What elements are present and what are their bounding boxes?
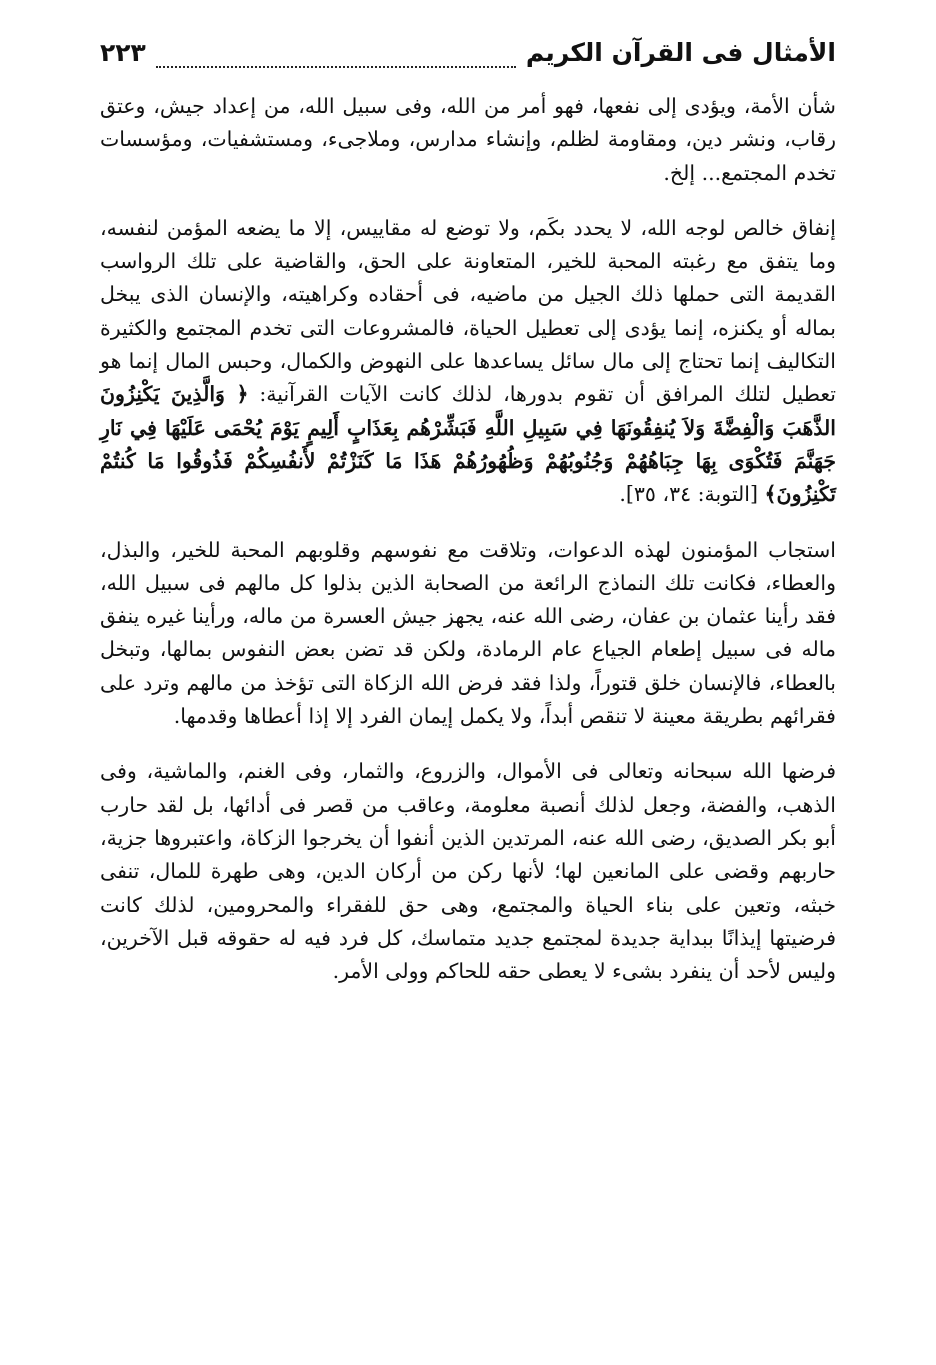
paragraph-1	[100, 90, 836, 190]
verse-reference: [التوبة: ٣٤، ٣٥].	[619, 482, 758, 507]
paragraph-1-text: شأن الأمة، ويؤدى إلى نفعها، فهو أمر من الله، وفى سبيل الله، من إعداد جيش، وعتق رقاب، ونشر دين، ومقاومة لظلم، وإنشاء مدارس، وملاجىء، ومستشفيات، ومؤسسات تخدم المجتمع... إلخ.	[100, 94, 836, 185]
paragraph-4	[100, 755, 836, 988]
paragraph-4-text: فرضها الله سبحانه وتعالى فى الأموال، والزروع، والثمار، وفى الغنم، والماشية، وفى الذهب، والفضة، وجعل لذلك أنصبة معلومة، وعاقب من قصر فى أدائها، بل لقد حارب أبو بكر الصديق، رضى الله عنه، المرتدين الذين أنفوا أن يخرجوا الزكاة، واعتبروها جزية، حاربهم وقضى على المانعين لها؛ لأنها ركن من أركان الدين، وهى طهرة للمال، تنفى خبثه، وتعين على بناء الحياة والمجتمع، وهى حق للفقراء والمحرومين، لذلك كانت فرضيتها إيذانًا ببداية جديدة لمجتمع جديد متماسك، كل فرد فيه له حقوقه قبل الآخرين، وليس لأحد أن ينفرد بشىء لا يعطى حقه للحاكم وولى الأمر.	[100, 759, 836, 984]
paragraph-3-text: استجاب المؤمنون لهذه الدعوات، وتلاقت مع نفوسهم وقلوبهم المحبة للخير، والبذل، والعطاء، فكانت تلك النماذج الرائعة من الصحابة الذين بذلوا كل مالهم فى سبيل الله، فقد رأينا عثمان بن عفان، رضى الله عنه، يجهز جيش العسرة من ماله، ورأينا غيره ينفق ماله فى سبيل إطعام الجياع عام الرمادة، ولكن قد تضن بعض النفوس بمالها، وتبخل بالعطاء، فالإنسان خلق قتوراً، ولذا فقد فرض الله الزكاة التى تؤخذ من مالهم وترد على فقرائهم بطريقة معينة لا تنقص أبداً، ولا يكمل إيمان الفرد إلا إذا أعطاها وقدمها.	[100, 537, 836, 729]
running-header	[100, 38, 836, 82]
paragraph-2	[100, 212, 836, 512]
book-page	[100, 38, 836, 1010]
book-title: الأمثال فى القرآن الكريم	[525, 38, 836, 67]
paragraph-3	[100, 534, 836, 734]
page-number: ٢٢٣	[100, 38, 146, 67]
quran-verse: ﴿ وَالَّذِينَ يَكْنِزُونَ الذَّهَبَ وَالْفِضَّةَ وَلاَ يُنفِقُونَهَا فِي سَبِيلِ اللَّهِ فَبَشِّرْهُم بِعَذَابٍ أَلِيمٍ يَوْمَ يُحْمَى عَلَيْهَا فِي نَارِ جَهَنَّمَ فَتُكْوَى بِهَا جِبَاهُهُمْ وَجُنُوبُهُمْ وَظُهُورُهُمْ هَذَا مَا كَنَزْتُمْ لأَنفُسِكُمْ فَذُوقُوا مَا كُنتُمْ تَكْنِزُونَ﴾	[100, 382, 836, 507]
paragraph-2-text: إنفاق خالص لوجه الله، لا يحدد بكَم، ولا توضع له مقاييس، إلا ما يضعه المؤمن لنفسه، وما يتفق مع رغبته المحبة للخير، المتعاونة على الحق، والقاضية على تلك الرواسب القديمة التى حملها ذلك الجيل من ماضيه، فى أحقاده وكراهيته، والإنسان الذى يبخل بماله أو يكنزه، إنما يؤدى إلى تعطيل الحياة، فالمشروعات التى تخدم المجتمع والكثيرة التكاليف إنما تحتاج إلى مال سائل يساعدها على النهوض والكمال، وحبس المال إنما هو تعطيل لتلك المرافق أن تقوم بدورها، لذلك كانت الآيات القرآنية:	[100, 215, 836, 407]
header-dotted-leader	[156, 65, 516, 68]
